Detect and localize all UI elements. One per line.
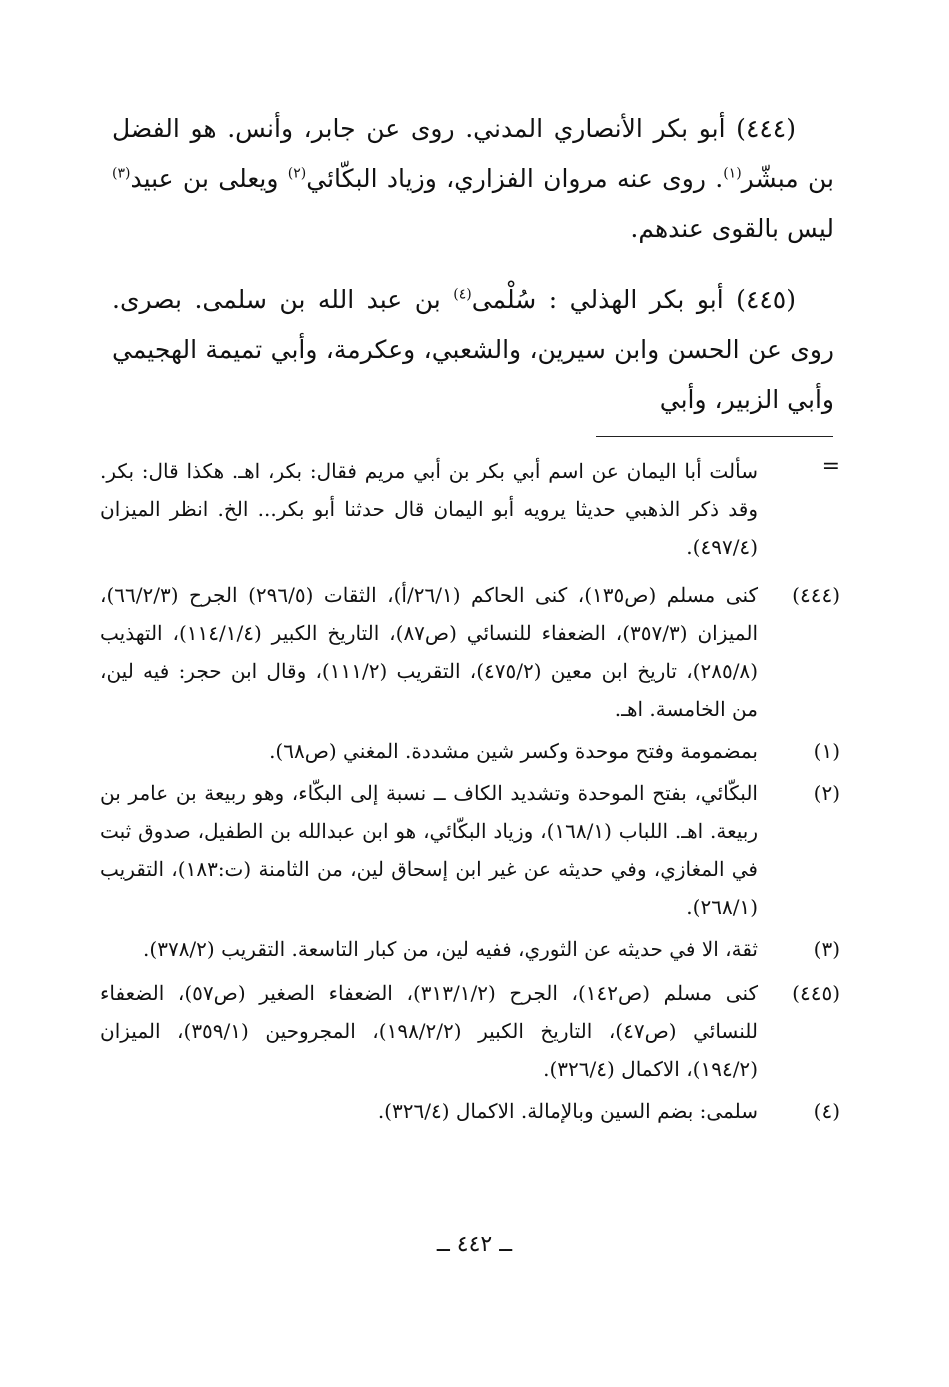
- entry-444-paragraph: [112, 104, 834, 254]
- footnote-3: [100, 930, 840, 968]
- footnote-text: ثقة، الا في حديثه عن الثوري، ففيه لين، من كبار التاسعة. التقريب (٣٧٨/٢).: [143, 937, 758, 961]
- footnote-text: كنى مسلم (ص١٣٥)، كنى الحاكم (٢٦/١/أ)، الثقات (٢٩٦/٥) الجرح (٦٦/٢/٣)، الميزان (٣٥٧/٣)، الضعفاء للنسائي (ص٨٧)، التاريخ الكبير (١١٤/١/٤)، التهذيب (٢٨٥/٨)، تاريخ ابن معين (٤٧٥/٢)، التقريب (١١١/٢)، وقال ابن حجر: فيه لين، من الخامسة. اهـ.: [100, 583, 758, 721]
- entry-445-text-2: بن عبد الله بن سلمى. بصرى. روى عن الحسن وابن سيرين، والشعبي، وعكرمة، وأبي تميمة الهجيمي وأبي الزبير، وأبي: [112, 285, 834, 414]
- footnote-2: [100, 774, 840, 926]
- footnote-ref-2[interactable]: (٢): [287, 165, 307, 182]
- footnotes: [100, 452, 840, 1134]
- footnote-text: بمضمومة وفتح موحدة وكسر شين مشددة. المغني (ص٦٨).: [269, 739, 758, 763]
- entry-444-text-3: ويعلى بن عبيد: [130, 164, 288, 193]
- footnote-text: البكّائي، بفتح الموحدة وتشديد الكاف ــ نسبة إلى البكّاء، وهو ربيعة بن عامر بن ربيعة. اهـ. اللباب (١٦٨/١)، وزياد البكّائي، هو ابن عبدالله بن الطفيل، صدوق ثبت في المغازي، وفي حديثه عن غير ابن إسحاق لين، من الثامنة (ت:١٨٣)، التقريب (٢٦٨/١).: [100, 781, 759, 919]
- footnote-445: [100, 974, 840, 1088]
- footnote-ref-4[interactable]: (٤): [453, 286, 472, 303]
- footnote-text: كنى مسلم (ص١٤٢)، الجرح (٣١٣/١/٢)، الضعفاء الصغير (ص٥٧)، الضعفاء للنسائي (ص٤٧)، التاريخ الكبير (١٩٨/٢/٢)، المجروحين (٣٥٩/١)، الميزان (١٩٤/٢)، الاكمال (٣٢٦/٤).: [100, 981, 758, 1081]
- footnote-continuation: [100, 452, 840, 566]
- footnote-number: (٤): [813, 1099, 840, 1123]
- entry-444-text-2: . روى عنه مروان الفزاري، وزياد البكّائي: [306, 164, 724, 193]
- footnote-number: (٤٤٤): [792, 583, 840, 607]
- footnote-444: [100, 576, 840, 728]
- footnote-1: [100, 732, 840, 770]
- footnote-text: سألت أبا اليمان عن اسم أبي بكر بن أبي مريم فقال: بكر، اهـ. هكذا قال: بكر. وقد ذكر الذهبي حديثا يرويه أبو اليمان قال حدثنا أبو بكر... الخ. انظر الميزان (٤٩٧/٤).: [100, 459, 758, 559]
- footnote-text: سلمى: بضم السين وبالإمالة. الاكمال (٣٢٦/٤).: [377, 1099, 758, 1123]
- footnote-number: (٤٤٥): [792, 981, 840, 1005]
- footnote-separator: [596, 436, 833, 437]
- footnote-ref-3[interactable]: (٣): [112, 165, 131, 182]
- continuation-marker: =: [821, 454, 840, 479]
- footnote-number: (١): [813, 739, 840, 763]
- main-text: [112, 104, 834, 446]
- footnote-number: (٢): [813, 781, 840, 805]
- footnote-ref-1[interactable]: (١): [723, 165, 742, 182]
- entry-445-paragraph: [112, 275, 834, 425]
- page-number: ــ ٤٤٢ ــ: [436, 1232, 513, 1257]
- entry-444-text-4: ليس بالقوى عندهم.: [630, 214, 834, 243]
- footnote-number: (٣): [813, 937, 840, 961]
- entry-445-text-1: (٤٤٥) أبو بكر الهذلي : سُلْمى: [471, 285, 796, 314]
- footnote-4: [100, 1092, 840, 1130]
- entry-444-text-1: (٤٤٤) أبو بكر الأنصاري المدني. روى عن جابر، وأنس. هو الفضل بن مبشّر: [112, 114, 835, 193]
